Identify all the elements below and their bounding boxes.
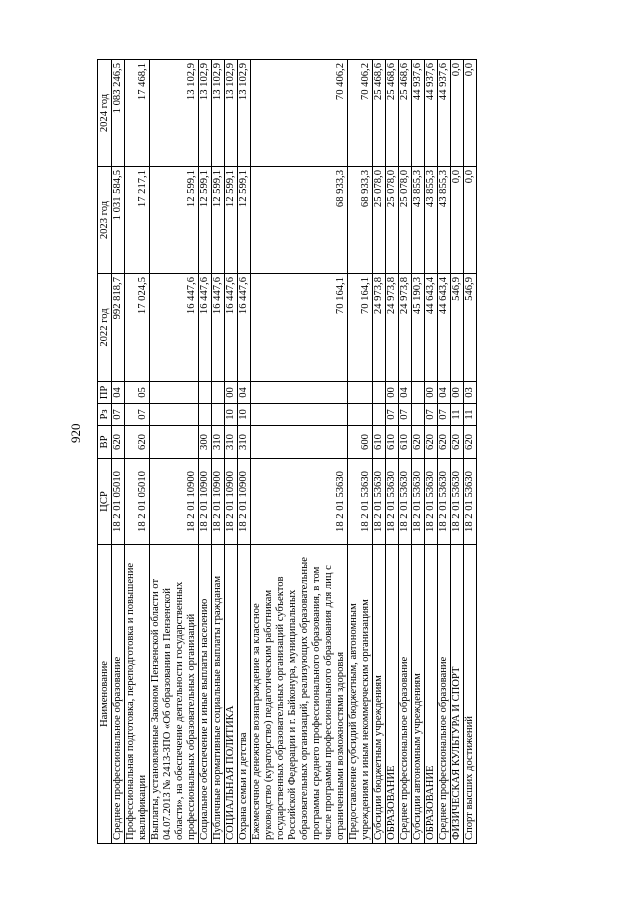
table-row <box>251 60 348 844</box>
cell-pr <box>199 382 212 404</box>
cell-2022: 546,9 <box>464 274 477 382</box>
cell-2023: 68 933,3 <box>251 167 348 274</box>
cell-csr: 18 2 01 53630 <box>425 459 438 545</box>
table-row <box>238 60 251 844</box>
cell-2023: 0,0 <box>451 167 464 274</box>
cell-csr: 18 2 01 10900 <box>212 459 225 545</box>
table-header-row <box>98 60 112 844</box>
cell-pr <box>212 382 225 404</box>
cell-rz <box>251 404 348 426</box>
cell-name: Субсидии автономным учреждениям <box>412 545 425 844</box>
cell-2024: 70 406,2 <box>348 60 373 167</box>
cell-csr: 18 2 01 05010 <box>112 459 125 545</box>
cell-vr: 620 <box>425 426 438 459</box>
cell-rz: 11 <box>464 404 477 426</box>
rotated-page-content <box>97 60 542 844</box>
cell-name: Среднее профессиональное образование <box>399 545 412 844</box>
table-row <box>348 60 373 844</box>
cell-rz <box>212 404 225 426</box>
table-row <box>150 60 199 844</box>
cell-csr: 18 2 01 53630 <box>386 459 399 545</box>
cell-rz <box>348 404 373 426</box>
cell-pr: 04 <box>112 382 125 404</box>
cell-2022: 45 190,3 <box>412 274 425 382</box>
cell-csr: 18 2 01 10900 <box>238 459 251 545</box>
cell-pr <box>373 382 386 404</box>
cell-csr: 18 2 01 10900 <box>225 459 238 545</box>
cell-2023: 12 599,1 <box>225 167 238 274</box>
cell-vr: 610 <box>399 426 412 459</box>
cell-vr: 610 <box>386 426 399 459</box>
cell-2023: 12 599,1 <box>238 167 251 274</box>
budget-table <box>97 59 477 844</box>
cell-2023: 0,0 <box>464 167 477 274</box>
cell-vr: 620 <box>451 426 464 459</box>
cell-2022: 546,9 <box>451 274 464 382</box>
cell-2023: 25 078,0 <box>373 167 386 274</box>
table-row <box>425 60 438 844</box>
cell-2023: 25 078,0 <box>399 167 412 274</box>
cell-csr: 18 2 01 53630 <box>399 459 412 545</box>
cell-2022: 992 818,7 <box>112 274 125 382</box>
cell-rz: 07 <box>112 404 125 426</box>
cell-2023: 43 855,3 <box>425 167 438 274</box>
cell-rz: 07 <box>399 404 412 426</box>
cell-rz: 11 <box>451 404 464 426</box>
cell-2022: 16 447,6 <box>199 274 212 382</box>
cell-rz: 07 <box>425 404 438 426</box>
cell-name: Среднее профессиональное образование <box>112 545 125 844</box>
cell-name: Спорт высших достижений <box>464 545 477 844</box>
table-row <box>399 60 412 844</box>
cell-pr: 00 <box>225 382 238 404</box>
cell-2022: 24 973,8 <box>399 274 412 382</box>
cell-vr <box>251 426 348 459</box>
cell-pr: 03 <box>464 382 477 404</box>
cell-csr: 18 2 01 05010 <box>125 459 150 545</box>
cell-2023: 17 217,1 <box>125 167 150 274</box>
cell-csr: 18 2 01 53630 <box>251 459 348 545</box>
cell-2023: 12 599,1 <box>150 167 199 274</box>
cell-vr: 310 <box>212 426 225 459</box>
cell-2023: 43 855,3 <box>412 167 425 274</box>
table-body <box>112 60 477 844</box>
cell-2022: 44 643,4 <box>425 274 438 382</box>
cell-2022: 16 447,6 <box>225 274 238 382</box>
cell-vr: 620 <box>412 426 425 459</box>
page-number: 920 <box>68 423 83 443</box>
cell-2024: 70 406,2 <box>251 60 348 167</box>
column-header-csr: ЦСР <box>98 459 112 545</box>
cell-2024: 13 102,9 <box>199 60 212 167</box>
cell-2022: 70 164,1 <box>251 274 348 382</box>
table-row <box>386 60 399 844</box>
table-row <box>212 60 225 844</box>
cell-2022: 44 643,4 <box>438 274 451 382</box>
cell-pr: 05 <box>125 382 150 404</box>
table-row <box>451 60 464 844</box>
cell-2024: 0,0 <box>451 60 464 167</box>
cell-name: Охрана семьи и детства <box>238 545 251 844</box>
cell-2024: 44 937,6 <box>412 60 425 167</box>
cell-vr: 310 <box>225 426 238 459</box>
cell-pr: 00 <box>386 382 399 404</box>
cell-2023: 12 599,1 <box>199 167 212 274</box>
cell-2024: 44 937,6 <box>425 60 438 167</box>
cell-rz <box>150 404 199 426</box>
cell-rz: 07 <box>125 404 150 426</box>
table-row <box>412 60 425 844</box>
cell-rz: 10 <box>225 404 238 426</box>
cell-rz: 07 <box>386 404 399 426</box>
cell-csr: 18 2 01 53630 <box>464 459 477 545</box>
cell-name: Ежемесячное денежное вознаграждение за классное руководство (кураторство) педагогическим работникам государственных образовательных организаций субъектов Российской Федерации и г. Байконура, муниципальных образовательных организаций, реализующих образовательные программы среднего профессионального образования, в том числе программы профессионального образования для лиц с ограниченными возможностями здоровья <box>251 545 348 844</box>
cell-2023: 1 031 584,5 <box>112 167 125 274</box>
cell-vr: 310 <box>238 426 251 459</box>
cell-2024: 25 468,6 <box>373 60 386 167</box>
cell-csr: 18 2 01 53630 <box>412 459 425 545</box>
cell-2022: 16 447,6 <box>212 274 225 382</box>
cell-2023: 12 599,1 <box>212 167 225 274</box>
table-row <box>438 60 451 844</box>
cell-csr: 18 2 01 53630 <box>451 459 464 545</box>
cell-name: СОЦИАЛЬНАЯ ПОЛИТИКА <box>225 545 238 844</box>
cell-pr: 04 <box>438 382 451 404</box>
cell-vr: 620 <box>125 426 150 459</box>
cell-csr: 18 2 01 10900 <box>199 459 212 545</box>
cell-2024: 13 102,9 <box>212 60 225 167</box>
cell-name: Субсидии бюджетным учреждениям <box>373 545 386 844</box>
column-header-rz: Рз <box>98 404 112 426</box>
cell-csr: 18 2 01 10900 <box>150 459 199 545</box>
cell-name: Публичные нормативные социальные выплаты гражданам <box>212 545 225 844</box>
column-header-name: Наименование <box>98 545 112 844</box>
table-row <box>112 60 125 844</box>
column-header-2022: 2022 год <box>98 274 112 382</box>
cell-vr: 620 <box>464 426 477 459</box>
cell-2024: 25 468,6 <box>386 60 399 167</box>
table-row <box>464 60 477 844</box>
cell-2022: 70 164,1 <box>348 274 373 382</box>
table-row <box>373 60 386 844</box>
column-header-2023: 2023 год <box>98 167 112 274</box>
cell-2022: 17 024,5 <box>125 274 150 382</box>
column-header-pr: ПР <box>98 382 112 404</box>
cell-name: Выплаты, установленные Законом Пензенской области от 04.07.2013 № 2413-ЗПО «Об образовании в Пензенской области», на обеспечение деятельности государственных профессиональных образовательных организаций <box>150 545 199 844</box>
cell-2024: 13 102,9 <box>238 60 251 167</box>
cell-csr: 18 2 01 53630 <box>373 459 386 545</box>
cell-2023: 43 855,3 <box>438 167 451 274</box>
cell-2024: 13 102,9 <box>150 60 199 167</box>
table-row <box>125 60 150 844</box>
cell-pr <box>348 382 373 404</box>
cell-vr: 600 <box>348 426 373 459</box>
cell-rz <box>373 404 386 426</box>
cell-2024: 1 083 246,5 <box>112 60 125 167</box>
cell-rz: 10 <box>238 404 251 426</box>
cell-rz <box>199 404 212 426</box>
cell-pr: 00 <box>425 382 438 404</box>
cell-name: ФИЗИЧЕСКАЯ КУЛЬТУРА И СПОРТ <box>451 545 464 844</box>
table-row <box>199 60 212 844</box>
cell-2024: 25 468,6 <box>399 60 412 167</box>
cell-name: Социальное обеспечение и иные выплаты населению <box>199 545 212 844</box>
cell-name: Среднее профессиональное образование <box>438 545 451 844</box>
cell-pr <box>412 382 425 404</box>
cell-2023: 68 933,3 <box>348 167 373 274</box>
cell-2022: 24 973,8 <box>373 274 386 382</box>
cell-vr: 620 <box>438 426 451 459</box>
cell-2024: 0,0 <box>464 60 477 167</box>
cell-vr <box>150 426 199 459</box>
cell-pr: 04 <box>399 382 412 404</box>
cell-vr: 300 <box>199 426 212 459</box>
cell-csr: 18 2 01 53630 <box>438 459 451 545</box>
cell-csr: 18 2 01 53630 <box>348 459 373 545</box>
cell-pr: 04 <box>238 382 251 404</box>
cell-2023: 25 078,0 <box>386 167 399 274</box>
cell-name: Профессиональная подготовка, переподготовка и повышение квалификации <box>125 545 150 844</box>
cell-name: ОБРАЗОВАНИЕ <box>386 545 399 844</box>
cell-2022: 16 447,6 <box>150 274 199 382</box>
column-header-2024: 2024 год <box>98 60 112 167</box>
cell-2024: 44 937,6 <box>438 60 451 167</box>
cell-2022: 16 447,6 <box>238 274 251 382</box>
cell-pr <box>150 382 199 404</box>
cell-vr: 620 <box>112 426 125 459</box>
cell-name: Предоставление субсидий бюджетным, автономным учреждениям и иным некоммерческим организациям <box>348 545 373 844</box>
table-row <box>225 60 238 844</box>
cell-2022: 24 973,8 <box>386 274 399 382</box>
cell-2024: 17 468,1 <box>125 60 150 167</box>
cell-vr: 610 <box>373 426 386 459</box>
column-header-vr: ВР <box>98 426 112 459</box>
cell-rz <box>412 404 425 426</box>
cell-2024: 13 102,9 <box>225 60 238 167</box>
cell-pr <box>251 382 348 404</box>
cell-rz: 07 <box>438 404 451 426</box>
cell-pr: 00 <box>451 382 464 404</box>
cell-name: ОБРАЗОВАНИЕ <box>425 545 438 844</box>
